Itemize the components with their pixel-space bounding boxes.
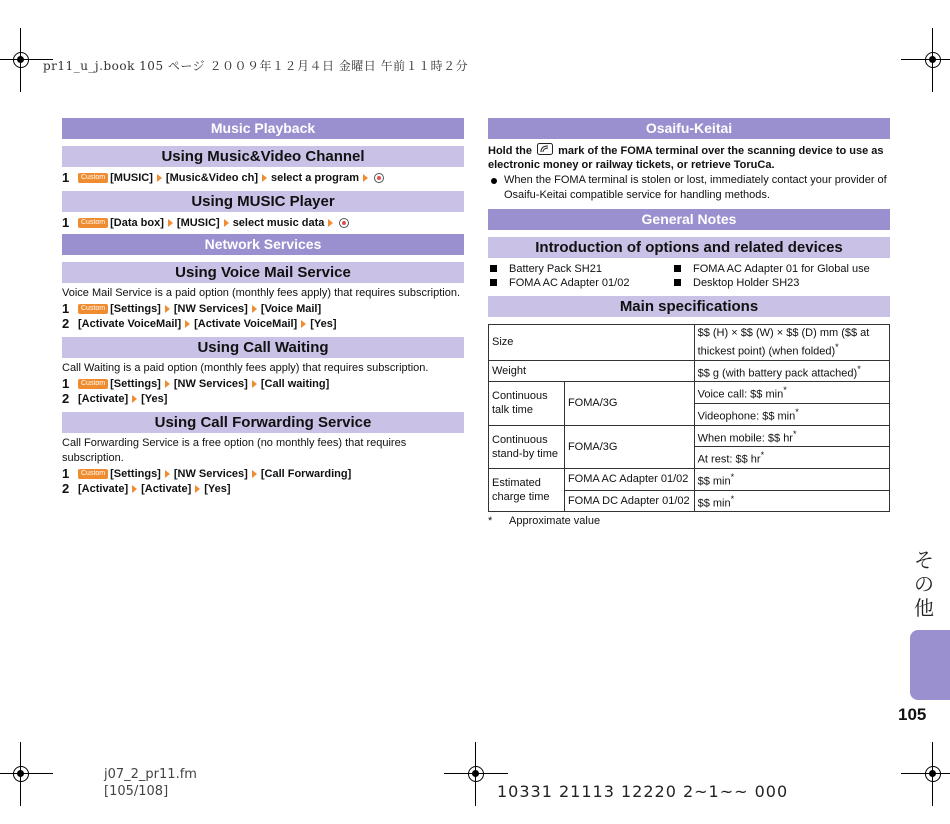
cell-text: At rest: $$ hr — [697, 453, 761, 466]
footer-pages: [105/108] — [104, 784, 169, 799]
table-cell — [694, 425, 889, 447]
custom-key-icon: Custom — [78, 173, 108, 183]
step-text: [NW Services] — [173, 302, 248, 315]
right-column — [488, 118, 890, 529]
square-bullet-icon — [490, 265, 497, 272]
step-number: 2 — [62, 316, 70, 331]
heading-options: Introduction of options and related devices — [488, 237, 890, 258]
registration-mark — [921, 48, 945, 72]
heading-voice-mail: Using Voice Mail Service — [62, 262, 464, 283]
table-cell — [694, 382, 889, 404]
heading-music-video-channel: Using Music&Video Channel — [62, 146, 464, 167]
list-item — [674, 262, 890, 276]
footnote-mark: * — [783, 385, 787, 396]
step-row — [62, 170, 464, 185]
step-text: [Yes] — [310, 317, 337, 330]
table-cell — [694, 447, 889, 469]
step-text: [Yes] — [204, 482, 231, 495]
step-text: [Activate] — [78, 392, 129, 405]
table-cell: Estimated charge time — [489, 468, 565, 511]
cell-text: Voice call: $$ min — [697, 388, 784, 401]
step-row — [62, 466, 464, 481]
table-cell: Size — [489, 325, 695, 361]
table-cell — [694, 360, 889, 382]
list-item — [488, 262, 674, 276]
step-text: [Activate VoiceMail] — [78, 317, 182, 330]
footnote-mark: * — [760, 450, 765, 461]
square-bullet-icon — [674, 279, 681, 286]
registration-mark — [9, 48, 33, 72]
footnote-mark: * — [792, 428, 797, 439]
arrow-right-icon — [301, 320, 306, 328]
table-cell: Weight — [489, 360, 695, 382]
step-number: 1 — [62, 466, 70, 481]
step-row — [62, 316, 464, 331]
footnote-mark: * — [795, 406, 799, 417]
step-text: [Yes] — [141, 392, 168, 405]
option-name: FOMA AC Adapter 01 for Global use — [693, 263, 870, 275]
step-text: [Call waiting] — [260, 377, 330, 390]
left-column — [62, 118, 464, 496]
step-text: select music data — [232, 216, 325, 229]
side-tab-label: その他 — [914, 548, 934, 620]
arrow-right-icon — [132, 485, 137, 493]
heading-call-waiting: Using Call Waiting — [62, 337, 464, 358]
step-number: 1 — [62, 215, 70, 230]
option-name: Battery Pack SH21 — [509, 263, 602, 275]
cell-text: $$ min — [697, 497, 731, 510]
table-cell: FOMA DC Adapter 01/02 — [564, 490, 694, 512]
step-number: 2 — [62, 391, 70, 406]
heading-music-player: Using MUSIC Player — [62, 191, 464, 212]
step-text: [NW Services] — [173, 467, 248, 480]
print-header: pr11_u_j.book 105 ページ ２００９年１２月４日 金曜日 午前１１時２分 — [43, 59, 469, 73]
step-number: 1 — [62, 376, 70, 391]
arrow-right-icon — [262, 174, 267, 182]
table-row — [489, 468, 890, 490]
section-title-general-notes: General Notes — [488, 209, 890, 230]
osaifu-intro — [488, 143, 890, 172]
step-text: [MUSIC] — [176, 216, 220, 229]
step-text: [Settings] — [110, 467, 161, 480]
options-list — [488, 262, 890, 290]
footer-filename: j07_2_pr11.fm — [104, 767, 197, 782]
page-number: 105 — [898, 705, 927, 724]
registration-mark — [9, 762, 33, 786]
step-text: [MUSIC] — [110, 171, 153, 184]
custom-key-icon: Custom — [78, 379, 108, 389]
voice-mail-description: Voice Mail Service is a paid option (monthly fees apply) that requires subscription. — [62, 287, 461, 299]
heading-main-specifications: Main specifications — [488, 296, 890, 317]
call-waiting-description: Call Waiting is a paid option (monthly fees apply) that requires subscription. — [62, 362, 429, 374]
step-row — [62, 481, 464, 496]
step-text: [Activate] — [141, 482, 192, 495]
side-tab — [910, 630, 950, 700]
table-cell: Continuous talk time — [489, 382, 565, 425]
arrow-right-icon — [165, 305, 170, 313]
step-text: [Settings] — [110, 302, 161, 315]
step-text: [Activate VoiceMail] — [194, 317, 298, 330]
felica-mark-icon — [537, 143, 553, 155]
arrow-right-icon — [224, 219, 229, 227]
osaifu-bullet-text: When the FOMA terminal is stolen or lost, immediately contact your provider of Osaifu-Keitai compatible service for handling methods. — [504, 174, 887, 201]
table-row — [489, 360, 890, 382]
step-number: 1 — [62, 170, 70, 185]
footer-file-info — [104, 766, 197, 800]
section-title-music-playback: Music Playback — [62, 118, 464, 139]
arrow-right-icon — [328, 219, 333, 227]
step-text: [Activate] — [78, 482, 129, 495]
arrow-right-icon — [252, 380, 257, 388]
registration-mark — [464, 762, 488, 786]
bullet-icon — [491, 178, 497, 184]
arrow-right-icon — [157, 174, 162, 182]
cell-text: Videophone: $$ min — [697, 410, 796, 423]
cell-text: $$ (H) × $$ (W) × $$ (D) mm ($$ at thickest point) (when folded) — [697, 327, 870, 358]
step-text: [Call Forwarding] — [260, 467, 352, 480]
table-cell — [694, 403, 889, 425]
arrow-right-icon — [252, 470, 257, 478]
heading-call-forwarding: Using Call Forwarding Service — [62, 412, 464, 433]
center-key-icon — [339, 218, 349, 228]
table-cell — [694, 468, 889, 490]
step-text: [Voice Mail] — [260, 302, 322, 315]
footnote-mark: * — [835, 342, 839, 352]
step-text: [Settings] — [110, 377, 161, 390]
table-cell — [694, 490, 889, 512]
arrow-right-icon — [168, 219, 173, 227]
footnote-text: Approximate value — [509, 515, 601, 528]
step-row — [62, 215, 464, 230]
cell-text: $$ min — [697, 475, 731, 488]
step-row — [62, 376, 464, 391]
footnote-mark: * — [730, 493, 735, 504]
table-cell — [694, 325, 889, 361]
footnote-mark: * — [730, 471, 735, 482]
spec-footnote — [488, 514, 890, 529]
center-key-icon — [374, 173, 384, 183]
arrow-right-icon — [165, 470, 170, 478]
osaifu-bullet — [488, 173, 890, 203]
square-bullet-icon — [674, 265, 681, 272]
table-row — [489, 382, 890, 404]
table-row — [489, 325, 890, 361]
section-title-network-services: Network Services — [62, 234, 464, 255]
custom-key-icon: Custom — [78, 304, 108, 314]
option-name: FOMA AC Adapter 01/02 — [509, 277, 630, 289]
table-row — [489, 425, 890, 447]
step-text: select a program — [271, 171, 360, 184]
arrow-right-icon — [252, 305, 257, 313]
section-title-osaifu-keitai: Osaifu-Keitai — [488, 118, 890, 139]
list-item — [674, 276, 890, 290]
footnote-mark: * — [488, 515, 493, 528]
step-text: [Data box] — [110, 216, 164, 229]
option-name: Desktop Holder SH23 — [693, 277, 800, 289]
table-cell: FOMA AC Adapter 01/02 — [564, 468, 694, 490]
step-text: [NW Services] — [173, 377, 248, 390]
table-cell: Continuous stand-by time — [489, 425, 565, 468]
step-row — [62, 391, 464, 406]
square-bullet-icon — [490, 279, 497, 286]
step-number: 1 — [62, 301, 70, 316]
spec-table — [488, 324, 890, 512]
osaifu-intro-text: Hold the — [488, 145, 532, 157]
cell-text: $$ g (with battery pack attached) — [697, 367, 858, 380]
step-text: [Music&Video ch] — [165, 171, 258, 184]
custom-key-icon: Custom — [78, 218, 108, 228]
arrow-right-icon — [363, 174, 368, 182]
cell-text: When mobile: $$ hr — [697, 432, 793, 445]
step-number: 2 — [62, 481, 70, 496]
list-item — [488, 276, 674, 290]
table-cell: FOMA/3G — [564, 425, 694, 468]
arrow-right-icon — [195, 485, 200, 493]
step-row — [62, 301, 464, 316]
footer-code: 10331 21113 12220 2~1~~ 000 — [497, 782, 789, 801]
osaifu-intro-text: mark of the FOMA terminal over the scanning device to use as electronic money or railway tickets, or retrieve ToruCa. — [488, 145, 884, 171]
call-forwarding-description: Call Forwarding Service is a free option (no monthly fees) that requires subscription. — [62, 437, 407, 464]
custom-key-icon: Custom — [78, 469, 108, 479]
table-cell: FOMA/3G — [564, 382, 694, 425]
arrow-right-icon — [132, 395, 137, 403]
footnote-mark: * — [857, 363, 861, 374]
arrow-right-icon — [185, 320, 190, 328]
registration-mark — [921, 762, 945, 786]
arrow-right-icon — [165, 380, 170, 388]
